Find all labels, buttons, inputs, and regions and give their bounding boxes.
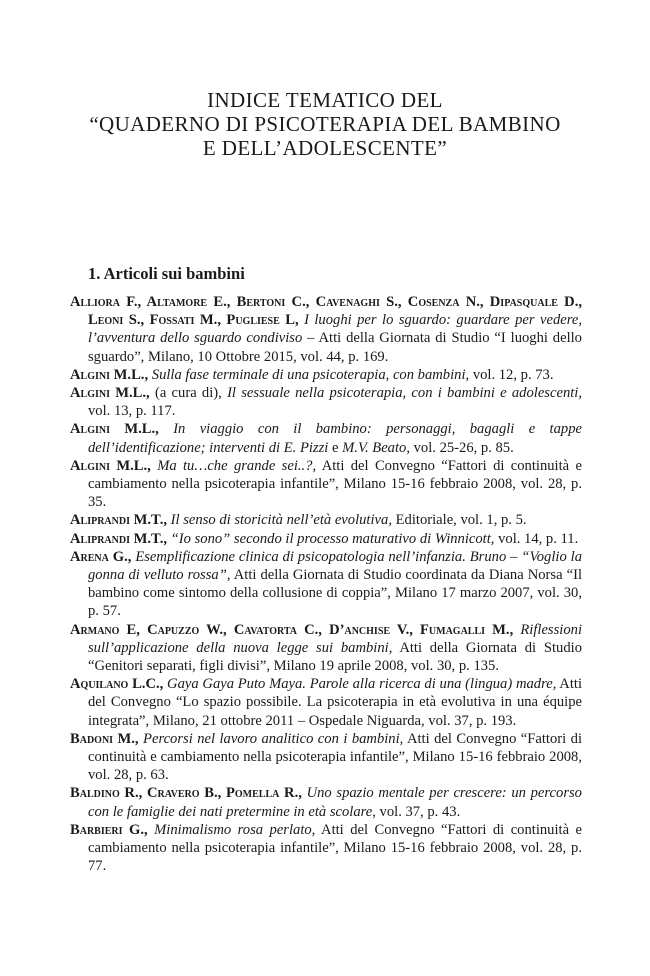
title-line-1: INDICE TEMATICO DEL [207, 88, 443, 112]
entry-details: vol. 12, p. 73. [472, 366, 554, 383]
title-line-3: E DELL’ADOLESCENTE” [202, 136, 448, 160]
entry-details: Editoriale, vol. 1, p. 5. [395, 512, 527, 529]
title-line-2: “QUADERNO DI PSICOTERAPIA DEL BAMBINO [89, 112, 561, 136]
list-item [70, 730, 582, 785]
entry-details: Atti della Giornata di Studio coordinata da Diana Norsa “Il bambino come sintomo della collusione di coppia”, Milano 17 marzo 2007, vol. 30, p. 57. [88, 567, 582, 620]
entry-authors: Aquilano L.C., [70, 676, 164, 693]
entry-title: Il sessuale nella psicoterapia, con i bambini e adolescenti, [227, 385, 582, 402]
entry-authors: Arena G., [70, 548, 132, 565]
list-item [70, 530, 582, 548]
entry-details: Atti della Giornata di Studio “Genitori separati, figli divisi”, Milano 19 aprile 2008, vol. 30, p. 135. [88, 639, 583, 675]
entry-title: Il senso di storicità nell’età evolutiva, [170, 512, 392, 529]
entry-authors: Algini M.L., [70, 366, 149, 383]
entry-details: Atti del Convegno “Lo spazio possibile. La psicoterapia in età evolutiva in una équipe integrata”, Milano, 21 ottobre 2011 – Ospedale Niguarda, vol. 37, p. 193. [88, 676, 582, 729]
entry-details: vol. 13, p. 117. [88, 403, 176, 420]
entry-title: Uno spazio mentale per crescere: un percorso con le famiglie dei nati pretermine in età scolare [88, 785, 582, 820]
entry-authors: Alliora F., Altamore E., Bertoni C., Cavenaghi S., Cosenza N., Dipasquale D., Leoni S., Fossati M., Pugliese L, [70, 294, 582, 329]
list-item [70, 621, 582, 676]
list-item [70, 293, 582, 366]
list-item [70, 784, 582, 820]
entry-title: Percorsi nel lavoro analitico con i bambini, [143, 730, 404, 747]
list-item [70, 821, 582, 876]
list-item [70, 457, 582, 512]
entry-details: Atti del Convegno “Fattori di continuità e cambiamento nella psicoterapia infantile”, Milano 15-16 febbraio 2008, vol. 28, p. 35. [88, 457, 582, 511]
entry-authors: Barbieri G., [70, 821, 148, 838]
entry-authors: Badoni M., [70, 730, 139, 747]
entry-title: Minimalismo rosa perlato, [154, 821, 316, 838]
list-item [70, 366, 582, 384]
entry-title: Gaya Gaya Puto Maya. Parole alla ricerca di una (lingua) madre, [167, 676, 557, 693]
page-title [40, 88, 610, 160]
entry-list [70, 293, 582, 876]
entry-details: Atti del Convegno “Fattori di continuità e cambiamento nella psicoterapia infantile”, Milano 15-16 febbraio 2008, vol. 28, p. 63. [88, 730, 582, 784]
entry-details: Atti del Convegno “Fattori di continuità e cambiamento nella psicoterapia infantile”, Milano 15-16 febbraio 2008, vol. 28, p. 77. [88, 821, 583, 875]
section-heading: 1. Articoli sui bambini [88, 264, 245, 283]
entry-title: Riflessioni sull’applicazione della nuova legge sui bambini, [88, 621, 582, 656]
entry-title: Ma tu…che grande sei..?, [157, 457, 317, 474]
entry-authors: Algini M.L., [70, 385, 150, 402]
entry-title: Sulla fase terminale di una psicoterapia, con bambini, [151, 366, 470, 383]
entry-prefix: (a cura di), [154, 385, 222, 402]
entry-authors: Algini M.L., [70, 457, 151, 474]
list-item [70, 675, 582, 730]
list-item [70, 511, 582, 529]
entry-title: “Io sono” secondo il processo maturativo di Winnicott, [170, 530, 495, 547]
entry-authors: Aliprandi M.T., [70, 530, 168, 547]
entry-title: Esemplificazione clinica di psicopatologia nell’infanzia. Bruno – “Voglio la gonna di velluto rossa”, [88, 548, 582, 584]
entry-conjunction: e [332, 439, 339, 456]
entry-details: , vol. 25-26, p. 85. [406, 439, 514, 456]
entry-authors: Algini M.L., [70, 421, 159, 438]
entry-title-continued: M.V. Beato [342, 439, 407, 456]
entry-details: – Atti della Giornata di Studio “I luoghi dello sguardo”, Milano, 10 Ottobre 2015, vol. 44, p. 169. [88, 330, 582, 365]
entry-authors: Baldino R., Cravero B., Pomella R., [70, 785, 302, 802]
list-item [70, 384, 582, 420]
entry-details: vol. 14, p. 11. [498, 530, 579, 547]
entry-title: In viaggio con il bambino: personaggi, bagagli e tappe dell’identificazione; interventi di E. Pizzi [88, 421, 582, 456]
list-item [70, 548, 582, 621]
entry-authors: Aliprandi M.T., [70, 512, 168, 529]
list-item [70, 420, 582, 456]
entry-authors: Armano E, Capuzzo W., Cavatorta C., D’anchise V., Fumagalli M., [70, 621, 514, 638]
entry-details: , vol. 37, p. 43. [372, 803, 461, 820]
entry-title: I luoghi per lo sguardo: guardare per vedere, l’avventura dello sguardo condiviso [88, 312, 582, 347]
